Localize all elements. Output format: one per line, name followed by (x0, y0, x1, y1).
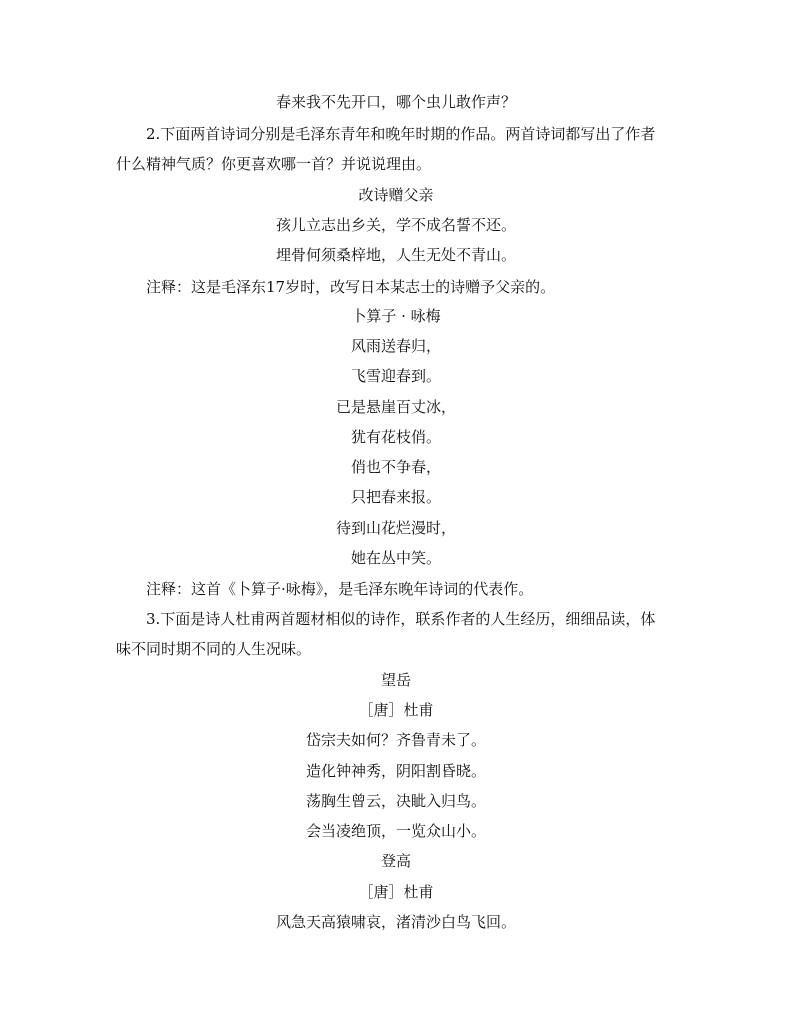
poem-title-gaishi: 改诗赠父亲 (358, 186, 434, 204)
poem-line: 荡胸生曾云，决眦入归鸟。 (305, 792, 486, 810)
annotation-1: 注释：这是毛泽东17岁时，改写日本某志士的诗赠予父亲的。 (146, 278, 556, 296)
poem-line: 只把春来报。 (350, 488, 441, 506)
annotation-2: 注释：这首《卜算子·咏梅》，是毛泽东晚年诗词的代表作。 (146, 580, 534, 598)
poem-line: 风急天高猿啸哀，渚清沙白鸟飞回。 (275, 913, 516, 931)
poem-line: 孩儿立志出乡关，学不成名誓不还。 (275, 216, 516, 234)
poem-line: 飞雪迎春到。 (350, 367, 441, 385)
question-2-line-2: 什么精神气质？你更喜欢哪一首？并说说理由。 (116, 155, 432, 173)
poem-title-wangyue: 望岳 (380, 671, 411, 689)
poem-line: 俏也不争春， (350, 458, 441, 476)
poem-line: 埋骨何须桑梓地，人生无处不青山。 (275, 246, 516, 264)
poem-title-yongmei: 卜算子 · 咏梅 (351, 307, 441, 325)
poem-author: ［唐］杜甫 (358, 701, 434, 719)
poem-title-denggao: 登高 (380, 852, 411, 870)
poem-line: 犹有花枝俏。 (350, 428, 441, 446)
poem-closing-line: 春来我不先开口，哪个虫儿敢作声？ (275, 93, 516, 111)
poem-author: ［唐］杜甫 (358, 883, 434, 901)
poem-line: 待到山花烂漫时， (335, 519, 456, 537)
poem-line: 她在丛中笑。 (350, 549, 441, 567)
poem-line: 风雨送春归， (350, 337, 441, 355)
poem-line: 岱宗夫如何？齐鲁青未了。 (305, 731, 486, 749)
question-3-line-1: 3.下面是诗人杜甫两首题材相似的诗作，联系作者的人生经历，细细品读，体 (146, 610, 656, 628)
poem-line: 已是悬崖百丈冰， (335, 398, 456, 416)
poem-line: 造化钟神秀，阴阳割昏晓。 (305, 762, 486, 780)
question-2-line-1: 2.下面两首诗词分别是毛泽东青年和晚年时期的作品。两首诗词都写出了作者 (146, 125, 656, 143)
question-3-line-2: 味不同时期不同的人生况味。 (116, 640, 312, 658)
poem-line: 会当凌绝顶，一览众山小。 (305, 822, 486, 840)
